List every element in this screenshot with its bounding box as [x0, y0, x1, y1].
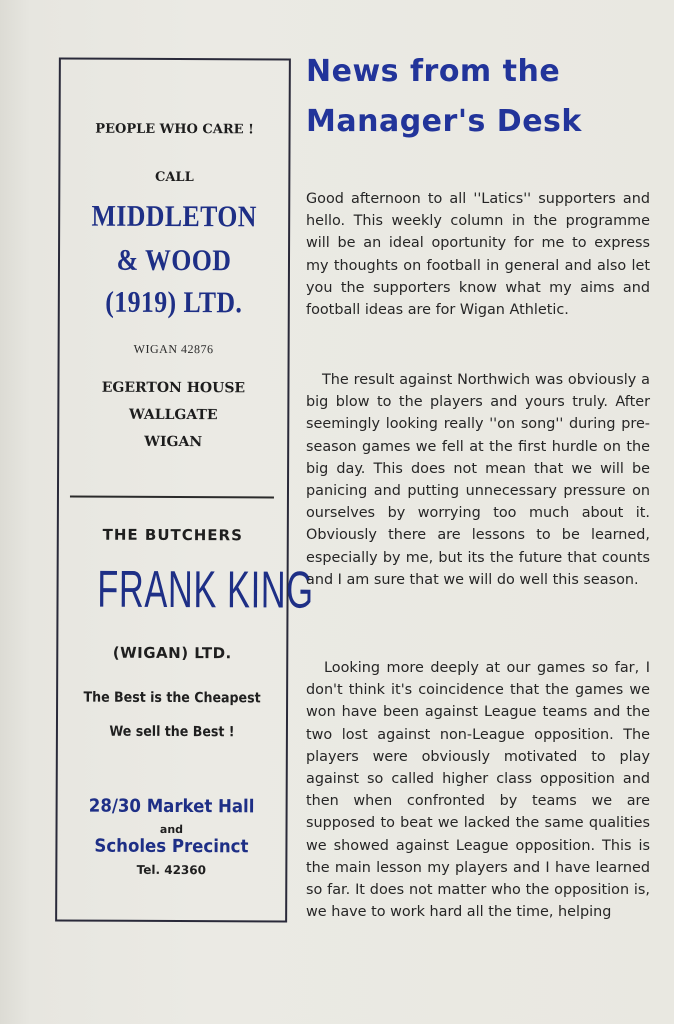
butchers-address-and: and — [159, 822, 184, 837]
advert-phone: WIGAN 42876 — [133, 341, 214, 357]
advert-address-line: EGERTON HOUSE — [101, 379, 246, 397]
advert-divider — [70, 496, 274, 499]
advert-tagline: PEOPLE WHO CARE ! — [95, 121, 254, 138]
butchers-address-line1: 28/30 Market Hall — [88, 795, 255, 818]
advert-address-line: WIGAN — [144, 433, 203, 451]
butchers-name: FRANK KING — [97, 560, 314, 620]
article-paragraph: Looking more deeply at our games so far, I don't think it's coincidence that the games we won have been against League teams and the two lost against non-League opposition. The players were obviously motivated to play against so called higher class opposition and then when confronted by teams we are supposed to beat we lacked the same qualities we showed against League opposition. This is the main lesson my players and I have learned so far. It does not matter who the opposition is, we have to work hard all the time, helping — [306, 660, 650, 921]
butchers-address-line2: Scholes Precinct — [94, 835, 249, 858]
advert-company-name-line3: (1919) LTD. — [105, 285, 243, 320]
butchers-subname: (WIGAN) LTD. — [112, 643, 232, 663]
butchers-phone: Tel. 42360 — [136, 862, 207, 878]
butchers-slogan-line1: The Best is the Cheapest — [83, 689, 261, 707]
butchers-advert — [57, 500, 314, 921]
advert-company-name-line2: & WOOD — [116, 243, 232, 278]
undertakers-advert — [59, 60, 289, 499]
advert-company-name-line1: MIDDLETON — [91, 199, 257, 234]
article-title-line1: News from the — [306, 54, 561, 89]
advert-address-line: WALLGATE — [129, 406, 218, 424]
butchers-slogan-line2: We sell the Best ! — [109, 723, 235, 741]
article-paragraph: The result against Northwich was obviously a big blow to the players and yours truly. After seemingly looking really ''on song'' during pre-season games we fell at the first hurdle on the big day. This does not mean that we will be panicing and putting unnecessary pressure on ourselves by worrying too much about it. Obviously there are lessons to be learned, especially by me, but its the future that counts and I am sure that we will do well this season. — [306, 372, 650, 588]
butchers-heading: THE BUTCHERS — [102, 525, 243, 545]
article-title-line2: Manager's Desk — [306, 104, 582, 139]
article-paragraph: Good afternoon to all ''Latics'' supporters and hello. This weekly column in the programme will be an ideal oportunity for me to express my thoughts on football in general and also let you the supporters know what my aims and football ideas are for Wigan Athletic. — [306, 191, 650, 319]
advert-call-label: CALL — [154, 169, 194, 186]
advertisement-panel — [55, 57, 314, 922]
